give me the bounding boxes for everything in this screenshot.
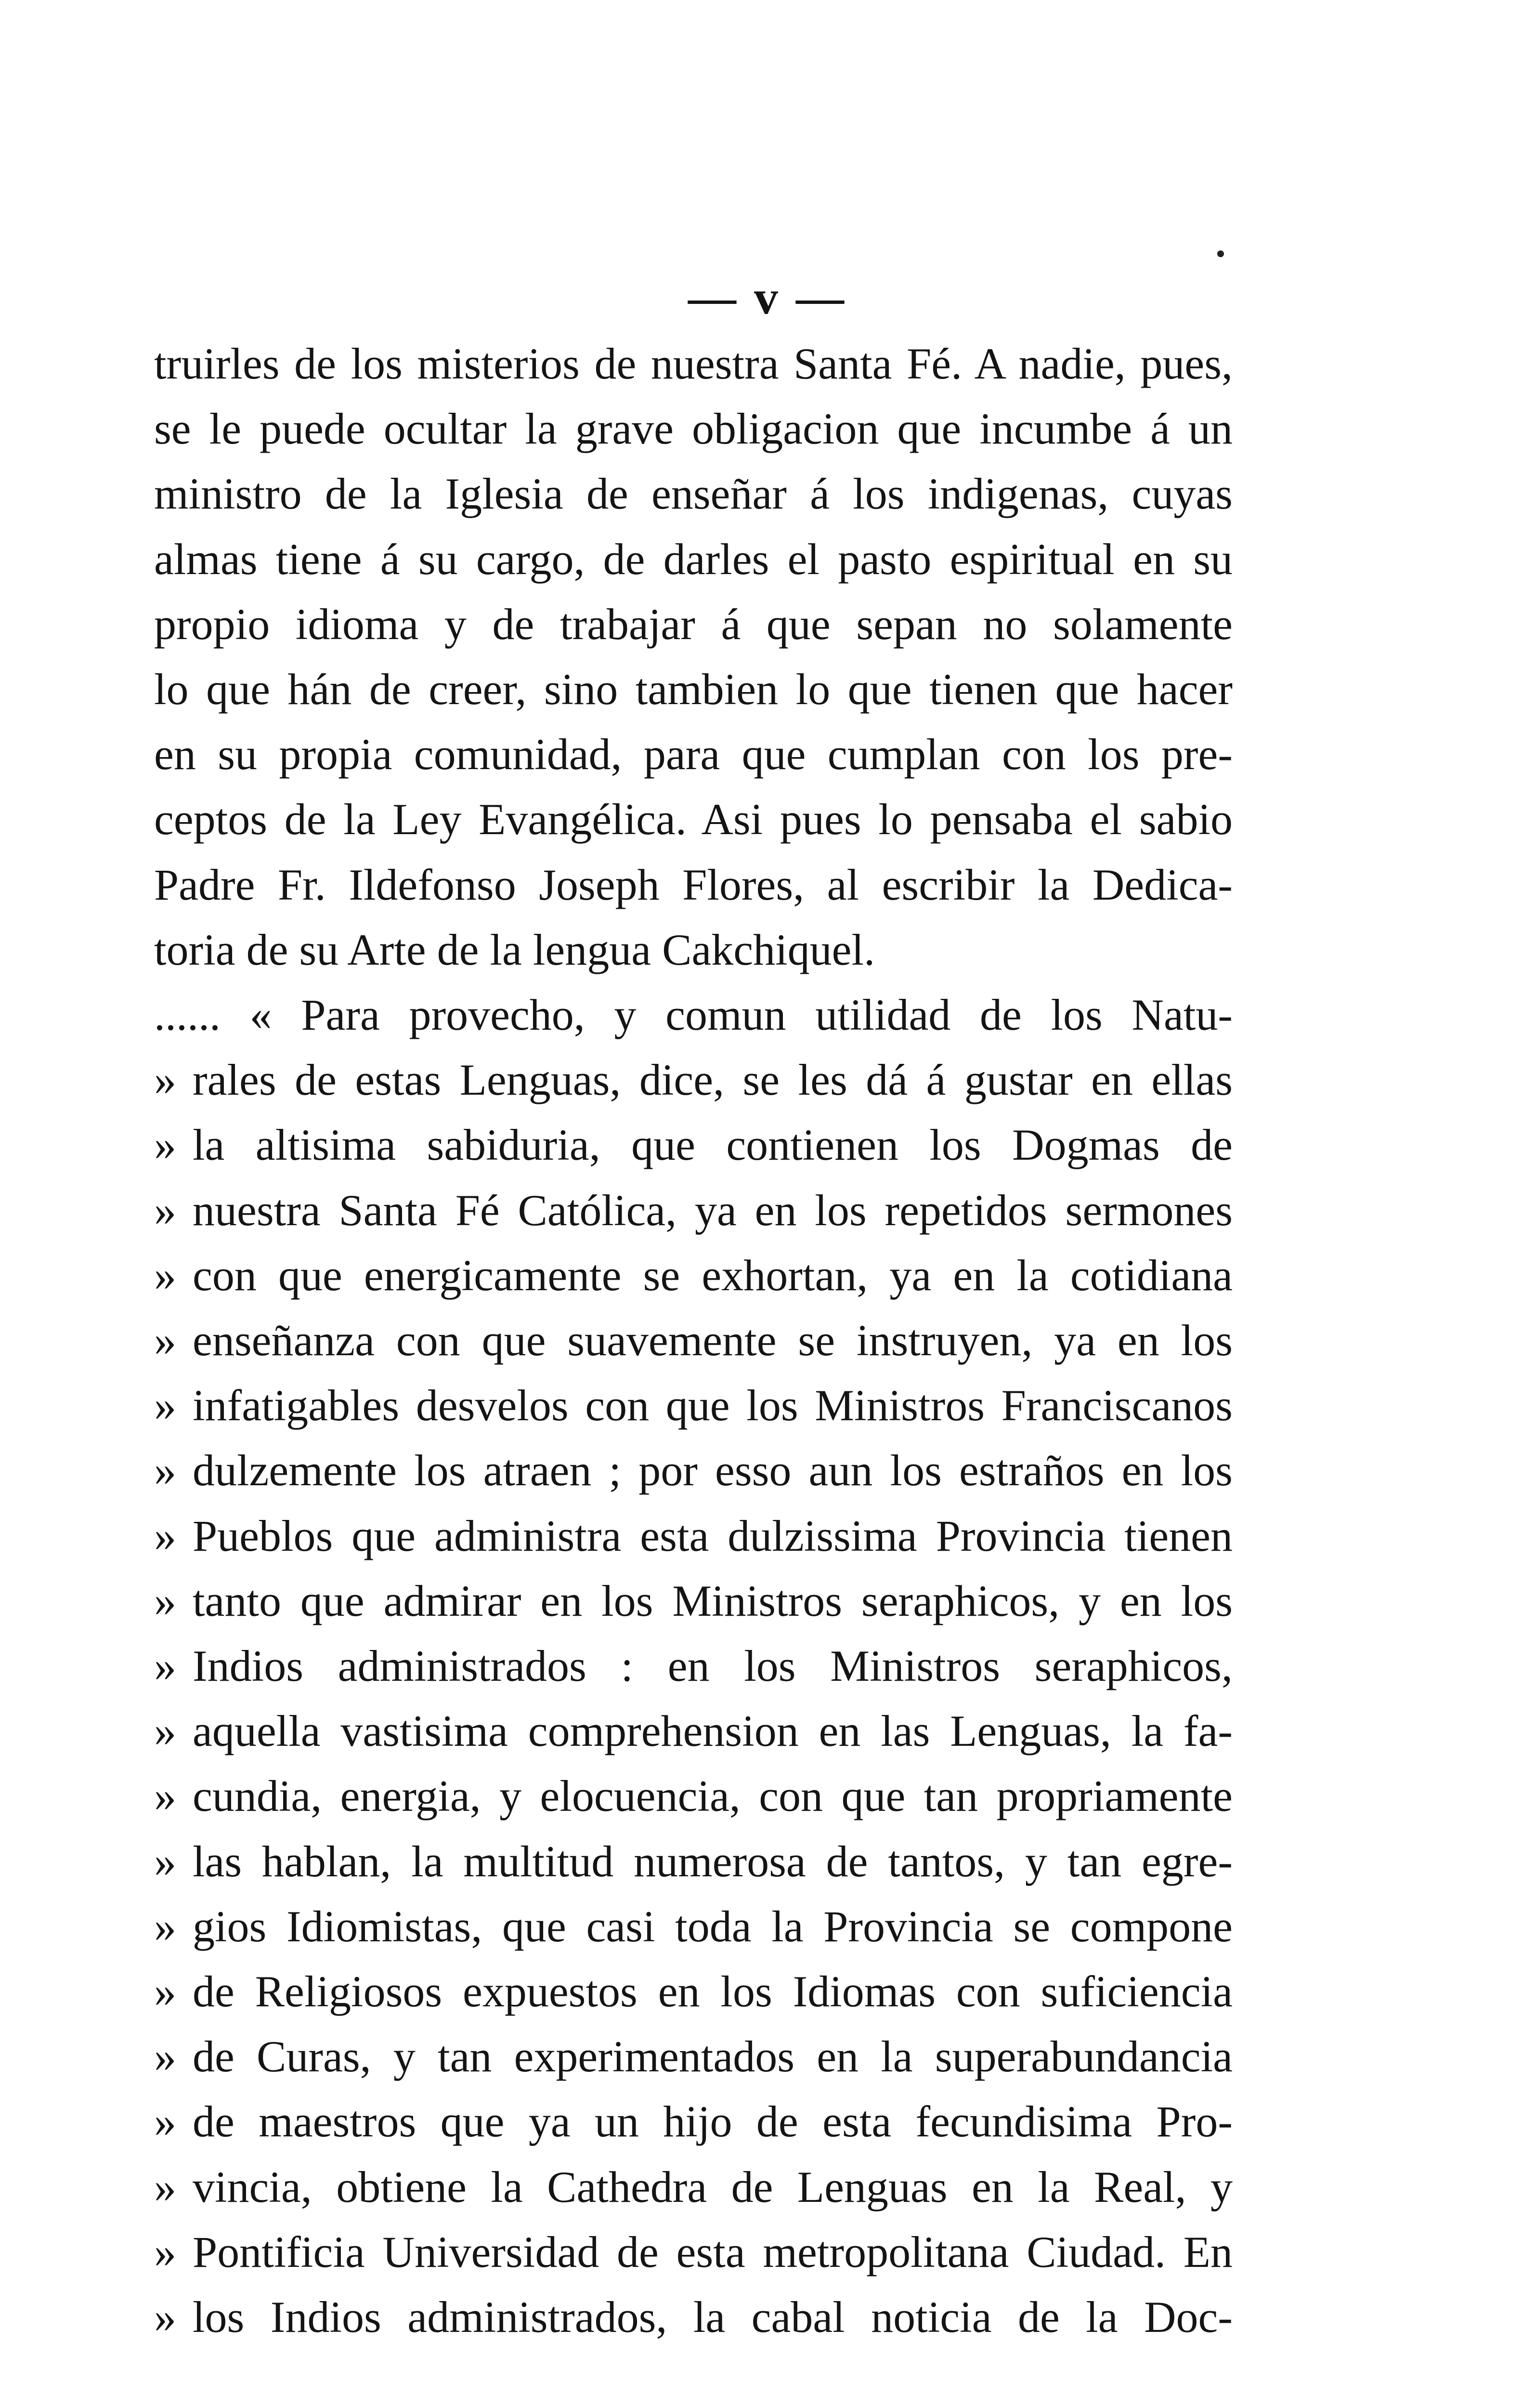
line-text: ceptos de la Ley Evangélica. Asi pues lo pensaba el sabio bbox=[154, 795, 1233, 844]
text-line bbox=[154, 1700, 1233, 1762]
line-text: vincia, obtiene la Cathedra de Lenguas en la Real, y bbox=[193, 2162, 1233, 2212]
line-text: propio idioma y de trabajar á que sepan no solamente bbox=[154, 599, 1233, 649]
quote-mark: » bbox=[154, 1250, 176, 1300]
text-line bbox=[154, 528, 1233, 590]
text-line bbox=[154, 2221, 1233, 2283]
line-text: de maestros que ya un hijo de esta fecundisima Pro- bbox=[193, 2097, 1233, 2146]
quote-mark: » bbox=[154, 2032, 176, 2081]
line-text: en su propia comunidad, para que cumplan con los pre- bbox=[154, 730, 1233, 779]
line-text: toria de su Arte de la lengua Cakchiquel. bbox=[154, 925, 875, 974]
text-line bbox=[154, 1830, 1233, 1893]
line-text: de Curas, y tan experimentados en la superabundancia bbox=[193, 2032, 1233, 2081]
quote-mark: » bbox=[154, 1967, 176, 2016]
line-text: nuestra Santa Fé Católica, ya en los repetidos sermones bbox=[193, 1185, 1233, 1235]
quote-mark: » bbox=[154, 1836, 176, 1886]
text-line bbox=[154, 1505, 1233, 1567]
line-text: los Indios administrados, la cabal noticia de la Doc- bbox=[193, 2292, 1233, 2342]
text-line bbox=[154, 2156, 1233, 2218]
line-text: ...... « Para provecho, y comun utilidad de los Natu- bbox=[154, 990, 1233, 1039]
quote-mark: » bbox=[154, 1185, 176, 1235]
text-line bbox=[154, 1244, 1233, 1307]
text-line bbox=[154, 1765, 1233, 1827]
line-text: ministro de la Iglesia de enseñar á los indigenas, cuyas bbox=[154, 469, 1233, 519]
quote-mark: » bbox=[154, 1511, 176, 1560]
text-line bbox=[154, 1048, 1233, 1111]
quote-mark: » bbox=[154, 1055, 176, 1105]
quote-mark: » bbox=[154, 2227, 176, 2277]
text-line bbox=[154, 983, 1233, 1046]
line-text: de Religiosos expuestos en los Idiomas con suficiencia bbox=[193, 1967, 1233, 2016]
line-text: rales de estas Lenguas, dice, se les dá á gustar en ellas bbox=[193, 1055, 1233, 1105]
line-text: lo que hán de creer, sino tambien lo que tienen que hacer bbox=[154, 665, 1233, 714]
text-line bbox=[154, 1113, 1233, 1176]
line-text: infatigables desvelos con que los Ministros Franciscanos bbox=[193, 1381, 1233, 1430]
text-line bbox=[154, 1635, 1233, 1697]
quote-mark: » bbox=[154, 1576, 176, 1625]
text-line bbox=[154, 1179, 1233, 1242]
page-number: — v — bbox=[688, 271, 847, 324]
quote-mark: » bbox=[154, 2162, 176, 2212]
text-line bbox=[154, 397, 1233, 460]
quote-mark: » bbox=[154, 1446, 176, 1495]
line-text: dulzemente los atraen ; por esso aun los estraños en los bbox=[193, 1446, 1233, 1495]
line-text: Pontificia Universidad de esta metropolitana Ciudad. En bbox=[193, 2227, 1233, 2277]
quote-mark: » bbox=[154, 2292, 176, 2342]
line-text: la altisima sabiduria, que contienen los Dogmas de bbox=[193, 1120, 1233, 1170]
line-text: con que energicamente se exhortan, ya en la cotidiana bbox=[193, 1250, 1233, 1300]
line-text: aquella vastisima comprehension en las Lenguas, la fa- bbox=[193, 1706, 1233, 1756]
line-text: tanto que admirar en los Ministros seraphicos, y en los bbox=[193, 1576, 1233, 1625]
quote-mark: » bbox=[154, 1120, 176, 1170]
text-line bbox=[154, 2025, 1233, 2088]
line-text: almas tiene á su cargo, de darles el pasto espiritual en su bbox=[154, 534, 1233, 584]
quote-mark: » bbox=[154, 1316, 176, 1365]
text-line bbox=[154, 2090, 1233, 2153]
text-line bbox=[154, 853, 1233, 916]
text-line bbox=[154, 593, 1233, 655]
line-text: cundia, energia, y elocuencia, con que tan propriamente bbox=[193, 1771, 1233, 1821]
text-line bbox=[154, 1960, 1233, 2023]
quote-mark: » bbox=[154, 1641, 176, 1690]
text-line bbox=[154, 1309, 1233, 1372]
text-line bbox=[154, 1439, 1233, 1502]
text-line bbox=[154, 332, 1233, 395]
text-line bbox=[154, 1570, 1233, 1632]
line-text: gios Idiomistas, que casi toda la Provincia se compone bbox=[193, 1901, 1233, 1951]
text-line bbox=[154, 788, 1233, 851]
line-text: Indios administrados : en los Ministros seraphicos, bbox=[193, 1641, 1233, 1690]
text-line bbox=[154, 1895, 1233, 1958]
quote-mark: » bbox=[154, 1901, 176, 1951]
text-line bbox=[154, 918, 1233, 981]
line-text: Pueblos que administra esta dulzissima Provincia tienen bbox=[193, 1511, 1233, 1560]
line-text: Padre Fr. Ildefonso Joseph Flores, al escribir la Dedica- bbox=[154, 860, 1233, 909]
text-line bbox=[154, 723, 1233, 785]
quote-mark: » bbox=[154, 1381, 176, 1430]
text-line bbox=[154, 1374, 1233, 1437]
line-text: las hablan, la multitud numerosa de tantos, y tan egre- bbox=[193, 1836, 1233, 1886]
text-line bbox=[154, 462, 1233, 525]
line-text: truirles de los misterios de nuestra Santa Fé. A nadie, pues, bbox=[154, 339, 1233, 388]
line-text: enseñanza con que suavemente se instruyen, ya en los bbox=[193, 1316, 1233, 1365]
quote-mark: » bbox=[154, 1706, 176, 1756]
quote-mark: » bbox=[154, 2097, 176, 2146]
line-text: se le puede ocultar la grave obligacion que incumbe á un bbox=[154, 404, 1233, 454]
text-line bbox=[154, 2286, 1233, 2348]
speck-mark bbox=[1217, 250, 1224, 257]
text-line bbox=[154, 658, 1233, 720]
quote-mark: » bbox=[154, 1771, 176, 1821]
